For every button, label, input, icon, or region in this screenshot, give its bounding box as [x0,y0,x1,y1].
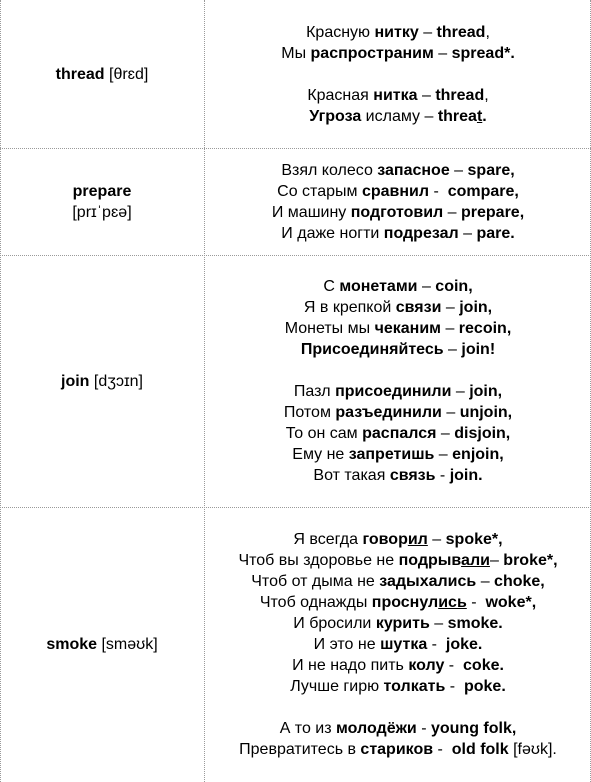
poem-text: - [444,657,464,674]
poem-text: колу [408,657,445,674]
headword: prepare [72,182,132,200]
poem-line [284,402,512,423]
word-cell [0,255,204,507]
poem-text: enjoin, [452,446,504,463]
poem-text: compare, [447,182,519,200]
table-row-join [0,255,591,507]
poem-text: – [418,23,437,41]
poem-line [301,339,495,360]
poem-line [323,276,472,297]
poem-line [292,655,504,676]
poem-text: choke, [494,573,545,590]
poem-text: И даже ногти [281,224,384,242]
poem-text: связь [389,467,436,484]
poem-text: – [443,203,461,221]
poem-text: говор [362,531,408,548]
poem-text: . [482,107,487,125]
poem-text: подрыв [398,552,462,569]
poem-text: И не надо пить [292,657,409,674]
word-cell [0,148,204,255]
poem-text: join. [449,467,483,484]
poem-text: – [436,425,455,442]
poem-cell [205,255,591,507]
poem-text: сравнил [361,182,430,200]
poem-text: Чтоб вы здоровье не [238,552,399,569]
headword: thread [55,65,105,83]
poem-text: - [466,594,486,611]
transcription: [prɪˈpɛə] [72,203,132,221]
poem-text: prepare, [461,203,525,221]
poem-line [280,718,517,739]
poem-text: - [429,182,448,200]
poem-text: spare, [467,161,515,179]
table-row-thread [0,0,591,148]
poem-text: исламу – [361,107,438,125]
poem-text: Взял колесо [281,161,378,179]
poem-text: Превратитесь в [239,741,361,758]
poem-text: подрезал [383,224,459,242]
poem-text: threa [437,107,477,125]
transcription: [dʒɔɪn] [93,372,143,390]
poem-text: spread*. [451,44,515,62]
poem-line [309,106,486,127]
poem-text: связи [395,299,442,316]
poem-line [307,85,488,106]
poem-text: [fəʊk]. [508,741,557,758]
poem-text: – [441,299,460,316]
poem-text: old folk [451,741,509,758]
word-cell [0,507,204,782]
poem-text: присоединили [335,383,452,400]
poem-text: распространим [310,44,434,62]
poem-text: – [449,161,468,179]
poem-text: молодёжи [336,720,417,737]
poem-text: coin, [435,278,473,295]
poem-line [293,529,502,550]
poem-text: recoin, [458,320,512,337]
table-row-prepare [0,148,591,255]
poem-text: стариков [360,741,434,758]
poem-text: Присоединяйтесь [300,341,444,358]
poem-text: – [451,383,470,400]
poem-text: – [434,446,453,463]
poem-line [239,739,557,760]
poem-text: young folk, [430,720,517,737]
poem-text: unjoin, [459,404,513,421]
poem-text: – [458,224,477,242]
poem-cell [205,148,591,255]
poem-text: Красную [306,23,375,41]
poem-text: join, [469,383,503,400]
poem-text: – [489,552,504,569]
poem-line [292,444,503,465]
poem-text: poke. [463,678,506,695]
poem-text: Чтоб от дыма не [251,573,380,590]
poem-text: шутка [380,636,428,653]
poem-text: Угроза [309,107,362,125]
poem-text: А то из [279,720,337,737]
poem-text: – [429,615,448,632]
poem-text: Со старым [277,182,362,200]
poem-text: С [323,278,340,295]
poem-text: – [427,531,446,548]
poem-text: , [485,23,490,41]
poem-line [281,43,515,64]
poem-text: разъединили [335,404,442,421]
poem-line [238,550,557,571]
poem-text: pare. [476,224,515,242]
poem-text: запретишь [348,446,435,463]
poem-line [293,613,502,634]
poem-text: – [417,86,436,104]
transcription: [θrɛd] [109,65,149,83]
poem-text: Вот такая [313,467,390,484]
poem-text: И бросили [293,615,376,632]
poem-line [260,592,536,613]
poem-text: t [476,107,483,125]
poem-text: Я в крепкой [303,299,396,316]
poem-text: курить [375,615,430,632]
poem-text: Пазл [293,383,336,400]
poem-line [281,160,514,181]
poem-text: - [427,636,446,653]
poem-text: join! [461,341,496,358]
poem-text: Красная [307,86,374,104]
poem-text: ись [438,594,467,611]
poem-text: coke. [463,657,504,674]
poem-text: чеканим [374,320,441,337]
poem-text: thread [435,86,485,104]
poem-text: нитка [373,86,418,104]
poem-text: Я всегда [293,531,363,548]
poem-text: smoke. [447,615,503,632]
poem-text: spoke*, [445,531,503,548]
poem-cell [205,0,591,148]
poem-text: woke*, [485,594,537,611]
poem-text: – [443,341,462,358]
poem-text: - [433,741,452,758]
poem-text: распался [362,425,437,442]
poem-text: join, [459,299,493,316]
word-cell [0,0,204,148]
headword: smoke [46,636,98,653]
headword: join [61,372,90,390]
poem-text: И это не [313,636,381,653]
poem-text: Мы [281,44,311,62]
poem-text: , [484,86,489,104]
poem-line [286,423,511,444]
poem-text: joke. [445,636,483,653]
table-row-smoke [0,507,591,782]
poem-text: Монеты мы [284,320,375,337]
poem-text: - [416,720,431,737]
poem-line [281,223,514,244]
poem-text: Ему не [292,446,349,463]
poem-text: broke*, [503,552,558,569]
poem-text: – [441,320,459,337]
poem-line [285,318,512,339]
poem-line [304,297,492,318]
poem-text: запасное [377,161,450,179]
poem-line [306,22,490,43]
poem-text: подготовил [350,203,444,221]
poem-line [251,571,544,592]
poem-text: задыхались [379,573,477,590]
poem-text: нитку [374,23,419,41]
poem-text: И машину [271,203,351,221]
poem-text: – [433,44,452,62]
poem-text: али [461,552,490,569]
poem-line [313,465,482,486]
poem-line [294,381,502,402]
poem-line [314,634,483,655]
poem-text: – [441,404,460,421]
poem-text: монетами [339,278,418,295]
poem-text: - [445,678,464,695]
poem-text: проснул [371,594,439,611]
poem-line [272,202,524,223]
poem-text: - [435,467,450,484]
poem-text: – [476,573,495,590]
poem-text: Чтоб однажды [259,594,372,611]
poem-cell [205,507,591,782]
poem-text: thread [436,23,486,41]
poem-line [290,676,506,697]
poem-text: толкать [383,678,446,695]
poem-text: Лучше гирю [290,678,384,695]
poem-text: – [417,278,436,295]
transcription: [sməʊk] [101,636,158,653]
poem-text: disjoin, [454,425,511,442]
poem-text: То он сам [285,425,363,442]
poem-line [277,181,519,202]
poem-text: ил [407,531,428,548]
poem-text: Потом [283,404,336,421]
